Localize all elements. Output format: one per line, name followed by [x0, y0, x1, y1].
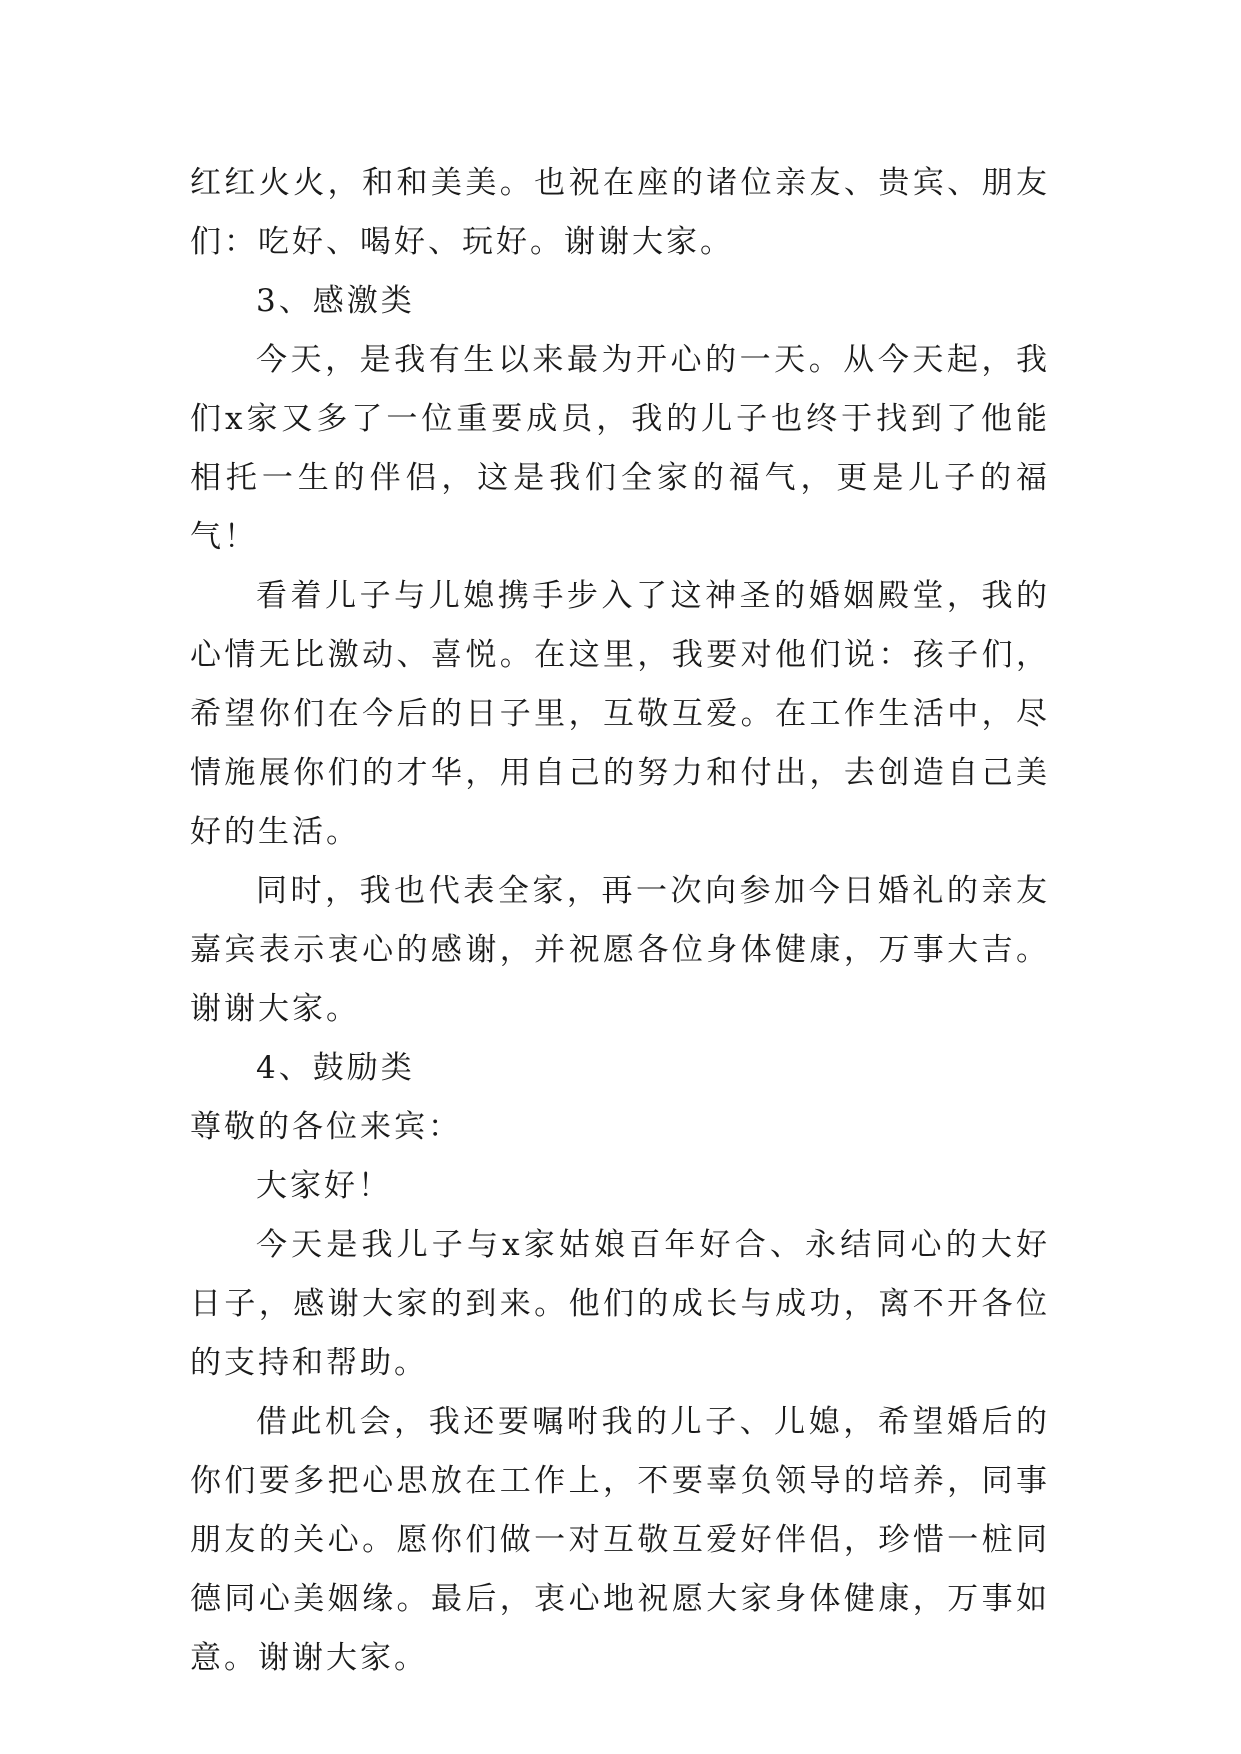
greeting: 大家好！ [256, 1168, 392, 1204]
section-heading-gratitude: 3、感激类 [256, 283, 415, 319]
document-body [190, 154, 1050, 1688]
paragraph-wedding-day: 今天是我儿子与x家姑娘百年好合、永结同心的大好日子，感谢大家的到来。他们的成长与成功，离不开各位的支持和帮助。 [190, 1227, 1050, 1381]
salutation: 尊敬的各位来宾： [190, 1109, 462, 1145]
paragraph-happiest-day: 今天，是我有生以来最为开心的一天。从今天起，我们x家又多了一位重要成员，我的儿子也终于找到了他能相托一生的伴侣，这是我们全家的福气，更是儿子的福气！ [190, 342, 1050, 555]
paragraph-closing-wishes: 红红火火，和和美美。也祝在座的诸位亲友、贵宾、朋友们：吃好、喝好、玩好。谢谢大家。 [190, 165, 1050, 260]
paragraph-wedding-hall: 看着儿子与儿媳携手步入了这神圣的婚姻殿堂，我的心情无比激动、喜悦。在这里，我要对他们说：孩子们，希望你们在今后的日子里，互敬互爱。在工作生活中，尽情施展你们的才华，用自己的努力和付出，去创造自己美好的生活。 [190, 578, 1050, 850]
section-heading-encouragement: 4、鼓励类 [256, 1050, 415, 1086]
paragraph-thanks-guests: 同时，我也代表全家，再一次向参加今日婚礼的亲友嘉宾表示衷心的感谢，并祝愿各位身体健康，万事大吉。谢谢大家。 [190, 873, 1050, 1027]
paragraph-advice: 借此机会，我还要嘱咐我的儿子、儿媳，希望婚后的你们要多把心思放在工作上，不要辜负领导的培养，同事朋友的关心。愿你们做一对互敬互爱好伴侣，珍惜一桩同德同心美姻缘。最后，衷心地祝愿大家身体健康，万事如意。谢谢大家。 [190, 1404, 1050, 1676]
